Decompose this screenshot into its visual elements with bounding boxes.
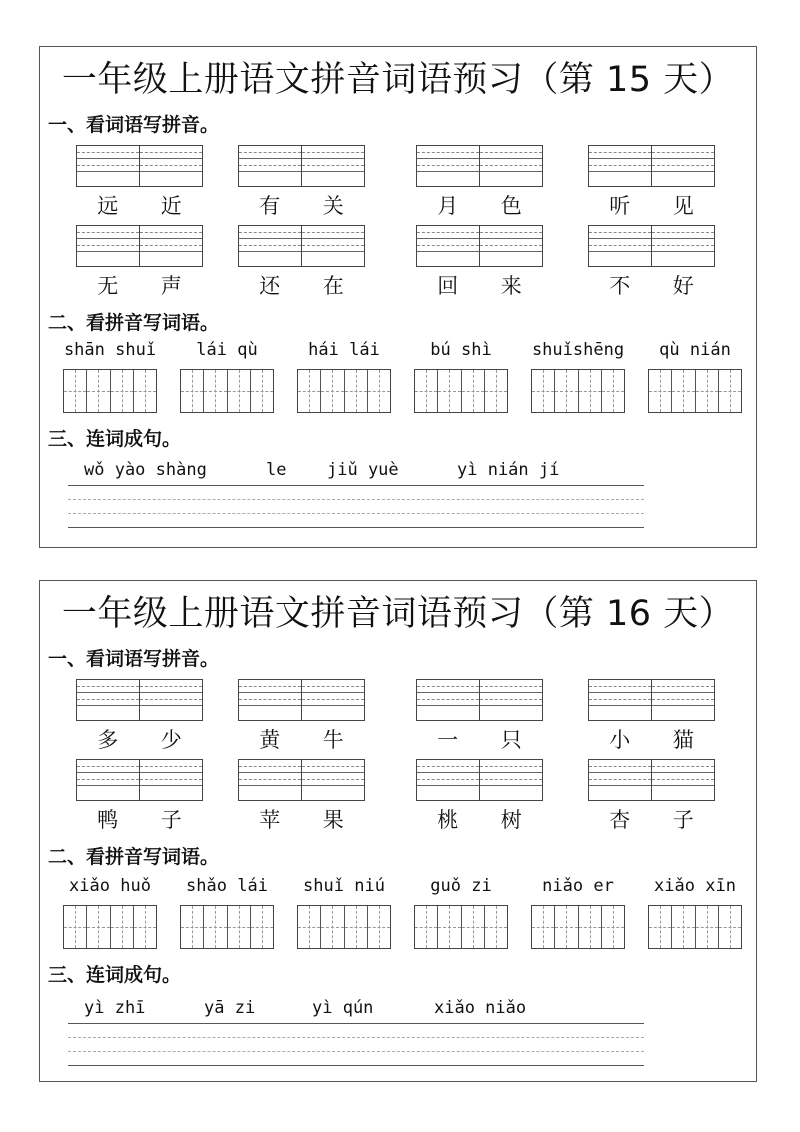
word-pair [588,807,715,833]
pinyin-box[interactable] [76,145,203,187]
tian-grid[interactable] [63,905,157,949]
pinyin-box[interactable] [588,225,715,267]
pinyin-box[interactable] [76,679,203,721]
worksheet-title: 一年级上册语文拼音词语预习（第 16 天） [61,594,735,634]
word-char: 无 [97,274,119,298]
pinyin-box[interactable] [416,225,543,267]
pinyin-box[interactable] [76,759,203,801]
pinyin-prompt: bú shì [430,340,492,360]
pinyin-prompt: shǎo lái [186,876,268,896]
tian-grid[interactable] [180,369,274,413]
pinyin-prompt: lái qù [196,340,258,360]
sentence-word: yì nián jí [457,460,560,480]
pinyin-box[interactable] [588,759,715,801]
word-char: 还 [259,274,281,298]
pinyin-prompt: guǒ zi [430,876,492,896]
word-char: 树 [500,808,522,832]
word-char: 鸭 [97,808,119,832]
word-char: 不 [609,274,631,298]
word-pair [76,273,203,299]
tian-grid[interactable] [180,905,274,949]
sentence-word: yì zhī [84,998,146,1018]
pinyin-prompt: shuǐ niú [303,876,385,896]
worksheet-day-15 [39,46,757,548]
pinyin-prompt: shān shuǐ [63,340,157,360]
pinyin-box[interactable] [238,759,365,801]
word-char: 杏 [609,808,631,832]
pinyin-box[interactable] [416,759,543,801]
word-char: 在 [322,274,344,298]
pinyin-prompt: qù nián [659,340,731,360]
section-3-heading: 三、连词成句。 [48,964,182,986]
pinyin-box[interactable] [76,225,203,267]
word-char: 子 [672,808,694,832]
pinyin-prompt: hái lái [308,340,380,360]
pinyin-prompt: shuǐshēng [531,340,625,360]
writing-lines[interactable] [68,485,644,529]
word-char: 只 [500,728,522,752]
writing-lines[interactable] [68,1023,644,1067]
word-pair [76,727,203,753]
word-char: 近 [160,194,182,218]
pinyin-prompt: niǎo er [542,876,614,896]
word-char: 黄 [259,728,281,752]
sentence-word: le [266,460,287,480]
pinyin-box[interactable] [238,145,365,187]
word-pair [238,727,365,753]
word-char: 桃 [437,808,459,832]
word-char: 子 [160,808,182,832]
section-2-heading: 二、看拼音写词语。 [48,312,220,334]
word-pair [238,193,365,219]
word-char: 小 [609,728,631,752]
word-char: 果 [322,808,344,832]
tian-grid[interactable] [531,905,625,949]
word-pair [416,807,543,833]
pinyin-box[interactable] [238,225,365,267]
pinyin-box[interactable] [588,145,715,187]
pinyin-prompt: xiǎo huǒ [69,876,151,896]
word-char: 有 [259,194,281,218]
word-pair [588,193,715,219]
word-char: 关 [322,194,344,218]
word-char: 月 [437,194,459,218]
sentence-word: wǒ yào shàng [84,460,207,480]
word-char: 少 [160,728,182,752]
word-char: 听 [609,194,631,218]
sentence-word: jiǔ yuè [327,460,399,480]
word-char: 色 [500,194,522,218]
tian-grid[interactable] [63,369,157,413]
word-char: 牛 [322,728,344,752]
sentence-word: yā zi [204,998,256,1018]
word-char: 一 [437,728,459,752]
word-char: 声 [160,274,182,298]
word-pair [588,273,715,299]
word-char: 回 [437,274,459,298]
word-pair [76,193,203,219]
tian-grid[interactable] [648,369,742,413]
worksheet-title: 一年级上册语文拼音词语预习（第 15 天） [61,60,735,100]
word-char: 来 [500,274,522,298]
tian-grid[interactable] [297,369,391,413]
word-pair [588,727,715,753]
section-1-heading: 一、看词语写拼音。 [48,648,220,670]
worksheet-day-16 [39,580,757,1082]
word-pair [416,727,543,753]
word-pair [238,807,365,833]
word-char: 多 [97,728,119,752]
pinyin-box[interactable] [416,679,543,721]
section-3-heading: 三、连词成句。 [48,428,182,450]
sentence-word: xiǎo niǎo [434,998,527,1018]
word-char: 好 [672,274,694,298]
word-pair [76,807,203,833]
pinyin-box[interactable] [588,679,715,721]
word-pair [238,273,365,299]
section-1-heading: 一、看词语写拼音。 [48,114,220,136]
tian-grid[interactable] [648,905,742,949]
tian-grid[interactable] [531,369,625,413]
word-pair [416,273,543,299]
word-pair [416,193,543,219]
pinyin-box[interactable] [416,145,543,187]
tian-grid[interactable] [414,369,508,413]
tian-grid[interactable] [297,905,391,949]
word-char: 见 [672,194,694,218]
pinyin-box[interactable] [238,679,365,721]
word-char: 远 [97,194,119,218]
section-2-heading: 二、看拼音写词语。 [48,846,220,868]
tian-grid[interactable] [414,905,508,949]
pinyin-prompt: xiǎo xīn [654,876,736,896]
word-char: 猫 [672,728,694,752]
sentence-word: yì qún [312,998,374,1018]
word-char: 苹 [259,808,281,832]
